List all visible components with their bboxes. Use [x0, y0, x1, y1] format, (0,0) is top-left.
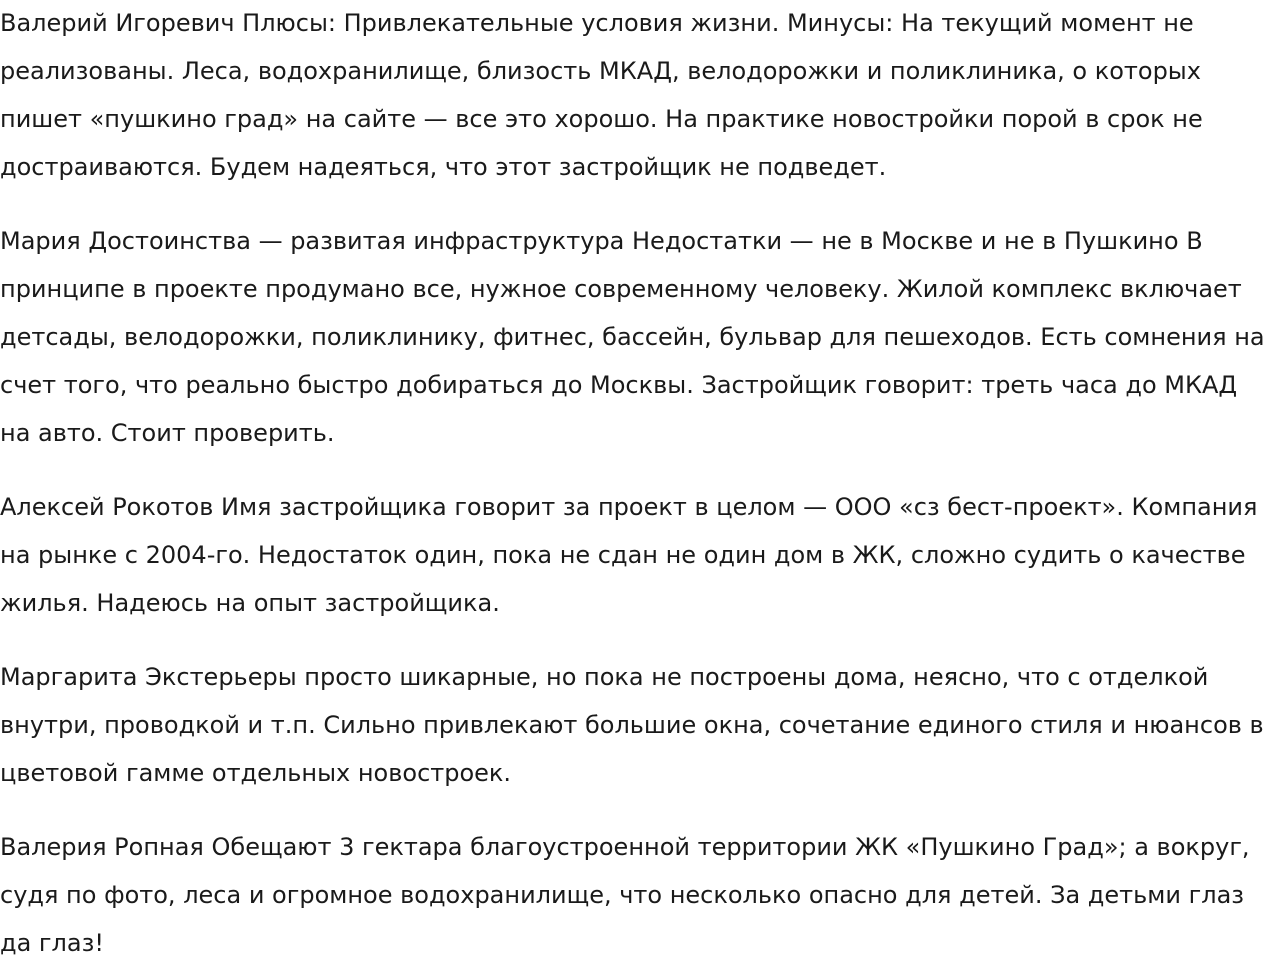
review-author: Мария	[0, 227, 81, 255]
review-item	[0, 483, 1270, 627]
review-item	[0, 653, 1270, 797]
review-item	[0, 823, 1270, 967]
review-text: Достоинства — развитая инфраструктура Недостатки — не в Москве и не в Пушкино В принципе в проекте продумано все, нужное современному человеку. Жилой комплекс включает детсады, велодорожки, поликлинику, фитнес, бассейн, бульвар для пешеходов. Есть сомнения на счет того, что реально быстро добираться до Москвы. Застройщик говорит: треть часа до МКАД на авто. Стоит проверить.	[0, 227, 1265, 447]
review-author: Маргарита	[0, 663, 138, 691]
review-author: Валерий Игоревич	[0, 9, 235, 37]
review-author: Валерия Ропная	[0, 833, 204, 861]
review-text: Плюсы: Привлекательные условия жизни. Минусы: На текущий момент не реализованы. Леса, водохранилище, близость МКАД, велодорожки и поликлиника, о которых пишет «пушкино град» на сайте — все это хорошо. На практике новостройки порой в срок не достраиваются. Будем надеяться, что этот застройщик не подведет.	[0, 9, 1203, 181]
review-text: Имя застройщика говорит за проект в целом — ООО «сз бест-проект». Компания на рынке с 2004-го. Недостаток один, пока не сдан не один дом в ЖК, сложно судить о качестве жилья. Надеюсь на опыт застройщика.	[0, 493, 1258, 617]
review-item	[0, 217, 1270, 457]
review-author: Алексей Рокотов	[0, 493, 214, 521]
review-item	[0, 0, 1270, 191]
review-text: Обещают 3 гектара благоустроенной территории ЖК «Пушкино Град»; а вокруг, судя по фото, леса и огромное водохранилище, что несколько опасно для детей. За детьми глаз да глаз!	[0, 833, 1250, 957]
review-text: Экстерьеры просто шикарные, но пока не построены дома, неясно, что с отделкой внутри, проводкой и т.п. Сильно привлекают большие окна, сочетание единого стиля и нюансов в цветовой гамме отдельных новостроек.	[0, 663, 1264, 787]
